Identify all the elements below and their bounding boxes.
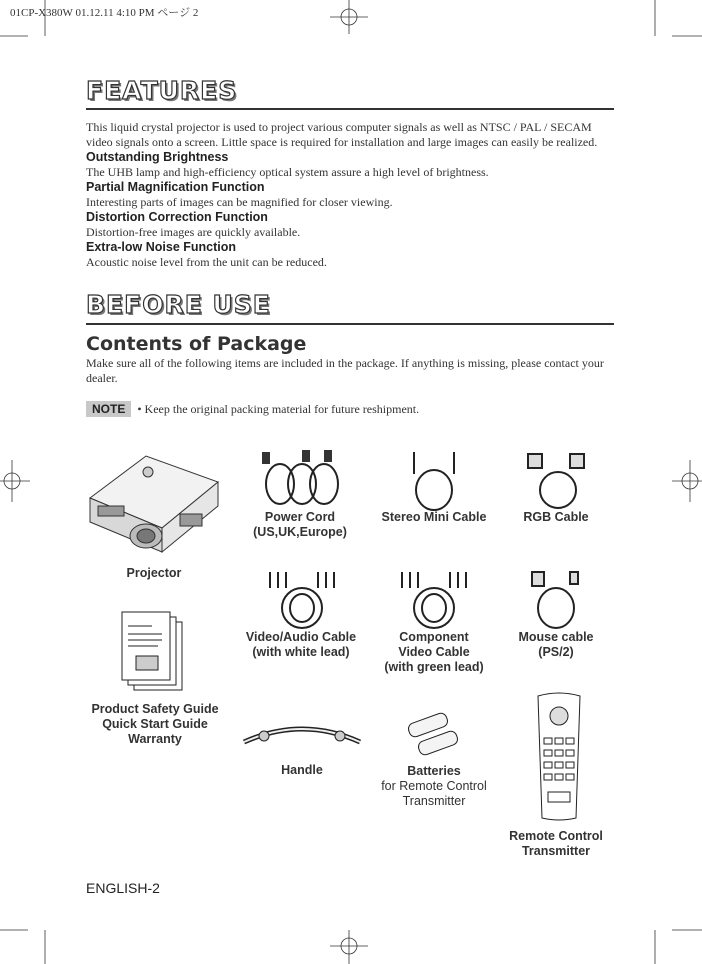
- label-guides-line1: Product Safety Guide: [91, 702, 219, 716]
- feature-heading: Partial Magnification Function: [86, 180, 265, 194]
- page-footer: ENGLISH-2: [86, 880, 160, 896]
- feature-heading: Extra-low Noise Function: [86, 240, 237, 254]
- label-mouse-line1: Mouse cable: [518, 630, 594, 644]
- label-remote-control: [496, 829, 616, 859]
- label-mouse-cable: [506, 630, 606, 660]
- power-cord-illustration: [258, 448, 348, 508]
- feature-text: The UHB lamp and high-efficiency optical system assure a high level of brightness.: [86, 165, 489, 179]
- features-intro: This liquid crystal projector is used to project various computer signals as well as NTSC / PAL / SECAM video signals onto a screen. Little space is required for installation and large images can easily be realized.: [86, 120, 598, 149]
- handle-illustration: [240, 722, 364, 752]
- label-guides-line2: Quick Start Guide: [102, 717, 208, 731]
- label-component-cable: [370, 630, 498, 675]
- note-badge: NOTE: [86, 401, 131, 417]
- label-batteries-line3: Transmitter: [402, 794, 466, 808]
- label-power-cord: [240, 510, 360, 540]
- note-text: • Keep the original packing material for future reshipment.: [137, 401, 420, 416]
- rgb-cable-illustration: [526, 448, 590, 512]
- label-guides-line3: Warranty: [128, 732, 182, 746]
- label-batteries-line2: for Remote Control: [381, 779, 487, 793]
- remote-control-illustration: [536, 692, 582, 822]
- features-rule: [86, 108, 614, 110]
- guides-booklets-illustration: [122, 612, 184, 692]
- label-video-audio-cable: [236, 630, 366, 660]
- label-component-line3: (with green lead): [384, 660, 484, 674]
- print-header-meta: 01CP-X380W 01.12.11 4:10 PM ページ 2: [10, 7, 199, 19]
- label-video-audio-line1: Video/Audio Cable: [245, 630, 357, 644]
- label-power-cord-line1: Power Cord: [264, 510, 336, 524]
- feature-text: Acoustic noise level from the unit can be reduced.: [86, 255, 327, 269]
- feature-heading: Distortion Correction Function: [86, 210, 268, 224]
- features-body: [86, 120, 606, 270]
- feature-heading: Outstanding Brightness: [86, 150, 229, 164]
- label-component-line1: Component: [399, 630, 469, 644]
- label-projector: Projector: [126, 566, 182, 580]
- label-power-cord-line2: (US,UK,Europe): [253, 525, 347, 539]
- contents-of-package-title: Contents of Package: [86, 333, 307, 355]
- label-batteries-line1: Batteries: [407, 764, 461, 778]
- stereo-mini-cable-illustration: [404, 448, 464, 512]
- feature-text: Interesting parts of images can be magnified for closer viewing.: [86, 195, 393, 209]
- mouse-cable-illustration: [526, 570, 590, 630]
- features-title: FEATURES: [86, 76, 238, 105]
- label-component-line2: Video Cable: [398, 645, 470, 659]
- video-audio-cable-illustration: [262, 570, 342, 630]
- label-guides: [84, 702, 226, 747]
- feature-text: Distortion-free images are quickly available.: [86, 225, 301, 239]
- label-video-audio-line2: (with white lead): [252, 645, 350, 659]
- label-remote-line2: Transmitter: [521, 844, 591, 858]
- note-row: [86, 401, 419, 417]
- batteries-illustration: [404, 712, 464, 762]
- label-mouse-line2: (PS/2): [538, 645, 574, 659]
- label-stereo-mini-cable: Stereo Mini Cable: [381, 510, 487, 524]
- label-batteries: [372, 764, 496, 809]
- label-rgb-cable: RGB Cable: [523, 510, 589, 524]
- label-handle: Handle: [281, 763, 323, 777]
- label-remote-line1: Remote Control: [509, 829, 603, 843]
- before-use-title: BEFORE USE: [86, 290, 271, 319]
- package-intro: Make sure all of the following items are included in the package. If anything is missing, please contact your dealer.: [86, 356, 604, 385]
- projector-illustration: [86, 448, 226, 558]
- before-use-rule: [86, 323, 614, 325]
- component-cable-illustration: [394, 570, 474, 630]
